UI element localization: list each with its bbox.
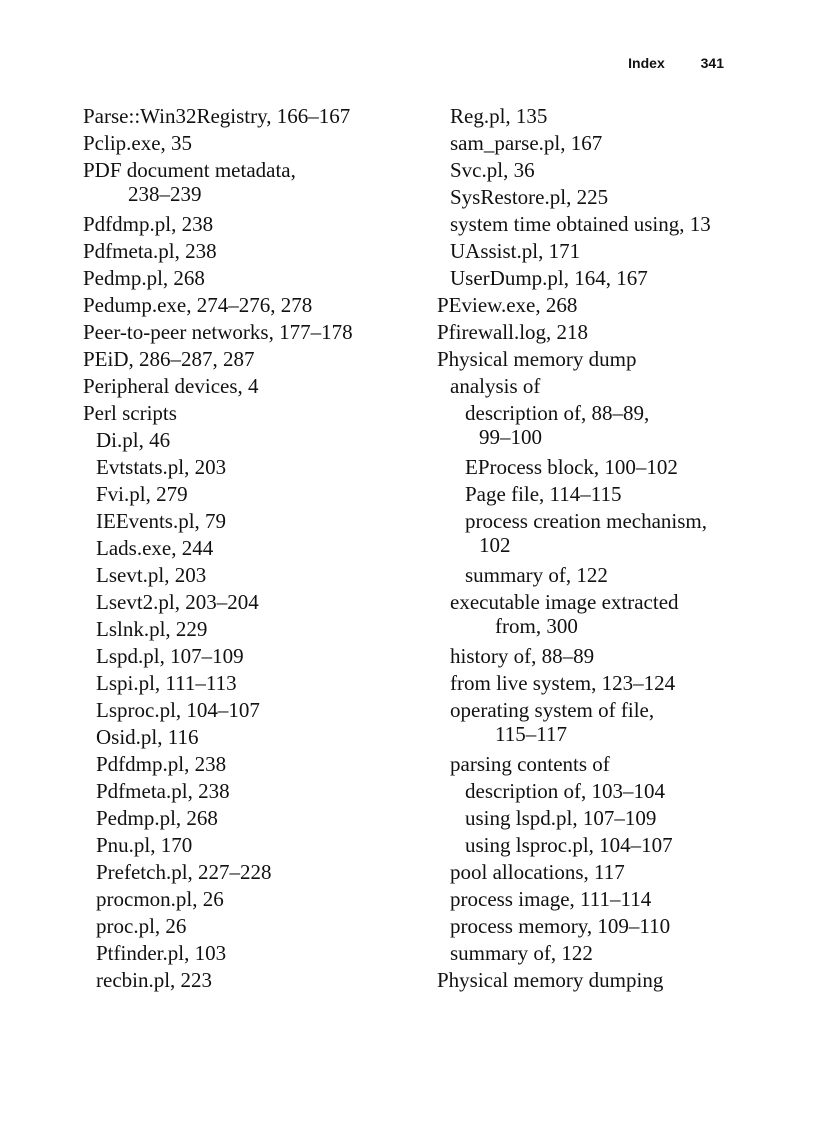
index-entry: Pedmp.pl, 268 [96, 806, 218, 830]
index-entry: procmon.pl, 26 [96, 887, 224, 911]
header-page-number: 341 [700, 55, 724, 71]
index-entry-continuation: 99–100 [479, 425, 542, 449]
index-entry: using lspd.pl, 107–109 [465, 806, 657, 830]
index-entry: history of, 88–89 [450, 644, 595, 668]
index-entry: Fvi.pl, 279 [96, 482, 188, 506]
index-entry: Pfirewall.log, 218 [437, 320, 589, 344]
index-entry: Peripheral devices, 4 [83, 374, 259, 398]
index-entry: parsing contents of [450, 752, 610, 776]
index-entry: Prefetch.pl, 227–228 [96, 860, 272, 884]
index-entry: Pdfdmp.pl, 238 [83, 212, 214, 236]
index-entry: description of, 88–89, [465, 401, 650, 425]
index-entry: PDF document metadata, [83, 158, 296, 182]
index-entry: process creation mechanism, [465, 509, 707, 533]
index-entry: Ptfinder.pl, 103 [96, 941, 227, 965]
index-entry: Physical memory dump [437, 347, 637, 371]
index-entry: Svc.pl, 36 [450, 158, 535, 182]
index-entry: Lsevt2.pl, 203–204 [96, 590, 259, 614]
index-column-right [437, 103, 767, 994]
index-entry: Lads.exe, 244 [96, 536, 214, 560]
index-entry: PEiD, 286–287, 287 [83, 347, 255, 371]
index-entry: from live system, 123–124 [450, 671, 676, 695]
index-entry: Perl scripts [83, 401, 177, 425]
index-column-left [83, 103, 413, 994]
index-entry: Pedump.exe, 274–276, 278 [83, 293, 313, 317]
index-entry: Pnu.pl, 170 [96, 833, 193, 857]
index-entry-continuation: from, 300 [495, 614, 578, 638]
index-entry: description of, 103–104 [465, 779, 666, 803]
index-entry: Pclip.exe, 35 [83, 131, 193, 155]
index-entry: IEEvents.pl, 79 [96, 509, 227, 533]
index-entry: Lsproc.pl, 104–107 [96, 698, 260, 722]
index-entry: process image, 111–114 [450, 887, 652, 911]
running-header [628, 55, 724, 71]
index-entry: Di.pl, 46 [96, 428, 171, 452]
index-entry: using lsproc.pl, 104–107 [465, 833, 673, 857]
index-entry: Pdfmeta.pl, 238 [83, 239, 217, 263]
index-entry: system time obtained using, 13 [450, 212, 711, 236]
index-entry: Pedmp.pl, 268 [83, 266, 205, 290]
index-entry: Osid.pl, 116 [96, 725, 199, 749]
index-entry: EProcess block, 100–102 [465, 455, 678, 479]
index-entry-continuation: 102 [479, 533, 511, 557]
index-entry: executable image extracted [450, 590, 679, 614]
index-entry: process memory, 109–110 [450, 914, 671, 938]
index-entry: analysis of [450, 374, 541, 398]
index-entry: Lsevt.pl, 203 [96, 563, 207, 587]
index-entry: Page file, 114–115 [465, 482, 622, 506]
index-entry: Parse::Win32Registry, 166–167 [83, 104, 351, 128]
index-entry-continuation: 115–117 [495, 722, 567, 746]
index-entry-continuation: 238–239 [128, 182, 202, 206]
header-section-title: Index [628, 55, 665, 71]
index-entry: UAssist.pl, 171 [450, 239, 581, 263]
index-entry: Peer-to-peer networks, 177–178 [83, 320, 353, 344]
index-entry: SysRestore.pl, 225 [450, 185, 609, 209]
index-entry: Pdfmeta.pl, 238 [96, 779, 230, 803]
index-entry: Pdfdmp.pl, 238 [96, 752, 227, 776]
index-entry: recbin.pl, 223 [96, 968, 213, 992]
index-entry: PEview.exe, 268 [437, 293, 578, 317]
index-entry: sam_parse.pl, 167 [450, 131, 603, 155]
index-entry: Lslnk.pl, 229 [96, 617, 208, 641]
index-entry: Lspd.pl, 107–109 [96, 644, 244, 668]
index-entry: Reg.pl, 135 [450, 104, 548, 128]
index-entry: Evtstats.pl, 203 [96, 455, 227, 479]
index-entry: pool allocations, 117 [450, 860, 625, 884]
index-entry: proc.pl, 26 [96, 914, 187, 938]
index-entry: operating system of file, [450, 698, 655, 722]
index-entry: Physical memory dumping [437, 968, 664, 992]
index-entry: summary of, 122 [465, 563, 608, 587]
index-entry: Lspi.pl, 111–113 [96, 671, 237, 695]
index-entry: UserDump.pl, 164, 167 [450, 266, 648, 290]
index-entry: summary of, 122 [450, 941, 593, 965]
